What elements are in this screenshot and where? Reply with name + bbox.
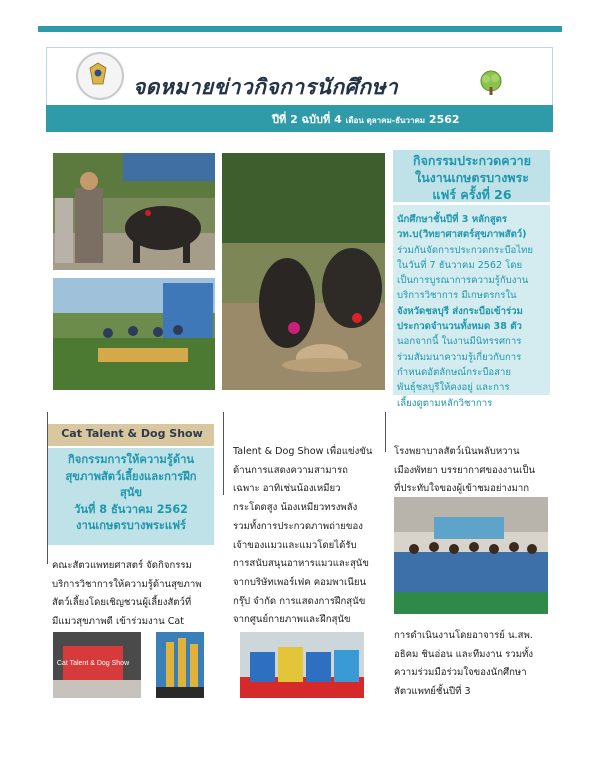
newsletter-title: จดหมายข่าวกิจการนักศึกษา — [133, 75, 399, 99]
photo-group — [394, 497, 548, 614]
article2-col2-line: กรุ๊ป จำกัด การแสดงการฝึกสุนัข — [233, 595, 366, 607]
article1-line: เป็นการบูรณาการความรู้กับงาน — [397, 275, 529, 287]
issue-info — [272, 110, 460, 128]
article2-col1-line: บริการวิชาการให้ความรู้ด้านสุขภาพ — [52, 578, 202, 590]
photo-buffalo-contest — [222, 153, 385, 390]
issue-number: ปีที่ 2 ฉบับที่ 4 — [272, 113, 342, 126]
article2-title-line: วันที่ 8 ธันวาคม 2562 — [74, 502, 188, 516]
article2-col2-line: เจ้าของแมวและแมวโดยได้รับ — [233, 539, 357, 551]
article2-title — [52, 452, 210, 535]
event-sign-text: Cat Talent & Dog Show — [56, 660, 130, 667]
article2-col3-line: สัตวแพทย์ชั้นปีที่ 3 — [394, 686, 471, 698]
article1-title-line: กิจกรรมประกวดควาย — [413, 153, 531, 168]
article2-col1-line: สัตว์เลี้ยงโดยเชิญชวนผู้เลี้ยงสัตว์ที่ — [52, 597, 192, 609]
article1-line: นักศึกษาชั้นปีที่ 3 หลักสูตร — [397, 214, 508, 225]
article1-line: นอกจากนี้ ในงานมีนิทรรศการ — [397, 336, 522, 348]
article2-col3-line: ความร่วมมือร่วมใจของนักศึกษา — [394, 667, 527, 679]
article2-col2-line: เฉพาะ อาทิเช่นน้องเหมียว — [233, 483, 341, 495]
emblem-icon — [88, 62, 108, 86]
photo-event-sign — [53, 632, 141, 698]
photo-trophies — [156, 632, 204, 698]
article1-line: พันธุ์ชลบุรีให้คงอยู่ และการ — [397, 382, 510, 394]
article2-col3-bottom — [394, 627, 552, 702]
article2-col2-line: การสนับสนุนอาหารแมวและสุนัข — [233, 558, 369, 570]
article2-col2 — [233, 443, 385, 630]
article1-title-line: ในงานเกษตรบางพระ — [415, 170, 529, 185]
article1-line: บริการวิชาการ มีเกษตรกรใน — [397, 290, 517, 302]
article2-col2-line: จากบริษัทเพอร์เฟค คอมพาเนียน — [233, 576, 366, 588]
photo-buffalo-owners — [53, 153, 215, 270]
article2-col2-line: จากศูนย์กายภาพและฝึกสุนัข — [233, 614, 351, 626]
article2-col2-line: ด้านการแสดงความสามารถ — [233, 464, 348, 476]
article1-body — [397, 212, 547, 411]
article2-col3-line: ที่ประทับใจของผู้เข้าชมอย่างมาก — [394, 483, 530, 495]
article2-title-line: กิจกรรมการให้ความรู้ด้าน — [67, 453, 195, 466]
article1-line: กำหนดอัตลักษณ์กระบือสาย — [397, 366, 512, 378]
article2-col1-line: มีแมวสุขภาพดี เข้าร่วมงาน Cat — [52, 616, 185, 628]
article1-title — [397, 152, 547, 203]
article1-line: วท.บ(วิทยาศาสตร์สุขภาพสัตว์) — [397, 229, 527, 241]
column-divider — [223, 412, 224, 495]
article2-title-line: สุขภาพสัตว์เลี้ยงและการฝึก — [65, 469, 197, 483]
article2-col3-line: เมืองพัทยา บรรยากาศของงานเป็น — [394, 464, 536, 476]
article2-title-line: งานเกษตรบางพระแฟร์ — [75, 519, 187, 532]
article1-line: ร่วมกันจัดการประกวดกระบือไทย — [397, 244, 533, 256]
article2-col2-line: กระโดดสูง น้องเหมียวทรงพลัง — [233, 502, 358, 514]
article1-line: ในวันที่ 7 ธันวาคม 2562 โดย — [397, 259, 523, 271]
article1-line: ประกวดจำนวนทั้งหมด 38 ตัว — [397, 321, 522, 333]
article2-col1-line: คณะสัตวแพทยศาสตร์ จัดกิจกรรม — [52, 560, 192, 571]
article2-col2-line: Talent & Dog Show เพื่อแข่งขัน — [233, 446, 373, 457]
article2-col3-line: โรงพยาบาลสัตว์เนินพลับหวาน — [394, 446, 520, 457]
article1-line: จังหวัดชลบุรี ส่งกระบือเข้าร่วม — [397, 305, 523, 317]
article1-title-line: แฟร์ ครั้งที่ 26 — [432, 187, 512, 202]
tree-icon — [478, 70, 504, 96]
issue-year: 2562 — [428, 113, 460, 126]
article2-col3-top — [394, 443, 552, 499]
column-divider — [385, 412, 386, 452]
article2-col1 — [52, 557, 220, 632]
article2-col2-line: รวมทั้งการประกวดภาพถ่ายของ — [233, 520, 363, 532]
photo-audience — [53, 278, 215, 390]
issue-months: เดือน ตุลาคม-ธันวาคม — [345, 116, 426, 125]
photo-pet-food — [240, 632, 364, 698]
top-accent-bar — [38, 26, 562, 32]
article2-col3-line: การดำเนินงานโดยอาจารย์ น.สพ. — [394, 630, 533, 641]
article2-col3-line: อธิคม ชินอ่อน และทีมงาน รวมทั้ง — [394, 648, 534, 660]
article1-line: ร่วมสัมมนาความรู้เกี่ยวกับการ — [397, 351, 522, 363]
article2-title-line: สุนัข — [119, 486, 143, 499]
article1-line: เลี้ยงดูตามหลักวิชาการ — [397, 397, 493, 409]
article2-banner-text: Cat Talent & Dog Show — [61, 427, 203, 440]
